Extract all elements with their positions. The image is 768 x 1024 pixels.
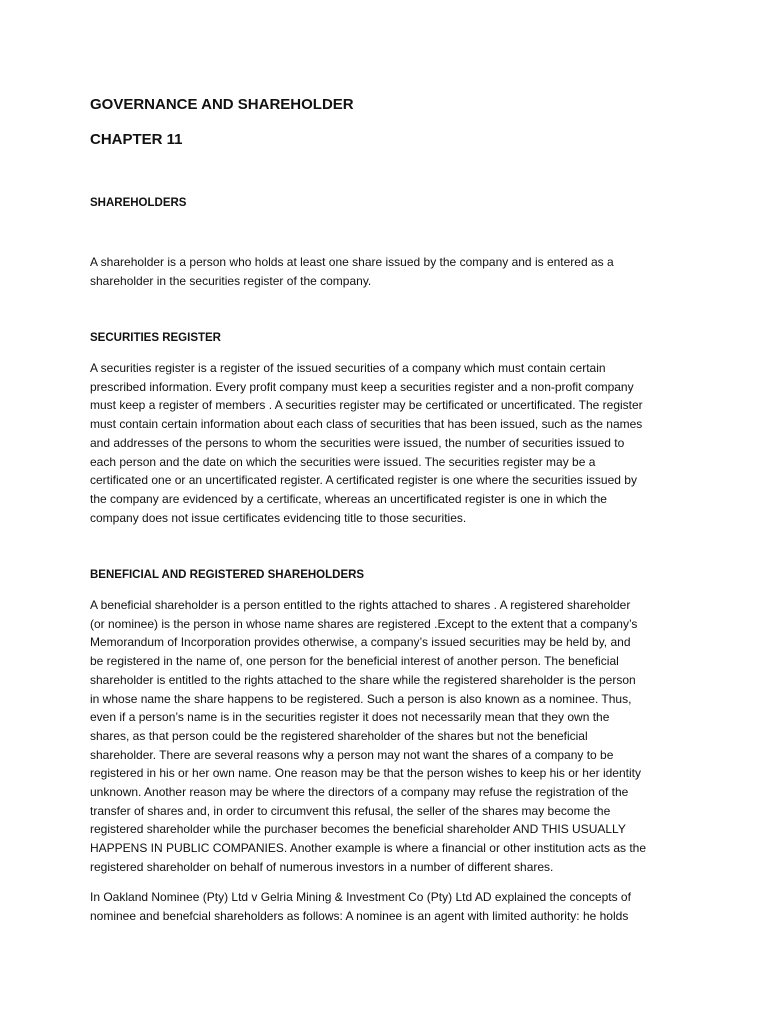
text-line: in whose name the share happens to be registered. Such a person is also known as a nominee. Thus, xyxy=(90,691,632,706)
text-line: Memorandum of Incorporation provides otherwise, a company’s issued securities may be held by, and xyxy=(90,635,631,650)
text-line: A shareholder is a person who holds at least one share issued by the company and is entered as a xyxy=(90,255,614,269)
text-line: In Oakland Nominee (Pty) Ltd v Gelria Mining & Investment Co (Pty) Ltd AD explained the concepts of xyxy=(90,890,631,904)
chapter-heading: CHAPTER 11 xyxy=(90,131,183,148)
text-line: shareholder in the securities register of the company. xyxy=(90,273,372,288)
text-line: (or nominee) is the person in whose name shares are registered .Except to the extent that a company’s xyxy=(90,616,638,631)
paragraph-beneficial-registered xyxy=(90,596,680,877)
text-line: must keep a register of members . A securities register may be certificated or uncertificated. The register xyxy=(90,398,643,413)
text-line: prescribed information. Every profit company must keep a securities register and a non-profit company xyxy=(90,379,634,394)
text-line: even if a person’s name is in the securities register it does not necessarily mean that they own the xyxy=(90,710,610,725)
text-line: nominee and benefcial shareholders as follows: A nominee is an agent with limited authority: he holds xyxy=(90,908,629,923)
section-heading-beneficial-registered: BENEFICIAL AND REGISTERED SHAREHOLDERS xyxy=(90,569,365,581)
text-line: transfer of shares and, in order to circumvent this refusal, the seller of the shares may become the xyxy=(90,803,611,818)
text-line: registered shareholder on behalf of numerous investors in a number of different shares. xyxy=(90,859,554,874)
section-heading-shareholders: SHAREHOLDERS xyxy=(90,197,187,209)
paragraph-oakland-nominee xyxy=(90,888,680,925)
text-line: A beneficial shareholder is a person entitled to the rights attached to shares . A registered shareholder xyxy=(90,598,631,612)
document-title: GOVERNANCE AND SHAREHOLDER xyxy=(90,96,354,113)
text-line: company does not issue certificates evidencing title to those securities. xyxy=(90,510,467,525)
section-heading-securities-register: SECURITIES REGISTER xyxy=(90,332,221,344)
text-line: and addresses of the persons to whom the securities were issued, the number of securities issued to xyxy=(90,435,625,450)
paragraph-securities-register xyxy=(90,359,680,527)
text-line: must contain certain information about each class of securities that has been issued, such as the names xyxy=(90,417,643,432)
text-line: registered shareholder while the purchaser becomes the beneficial shareholder AND THIS USUALLY xyxy=(90,822,626,837)
text-line: registered in his or her own name. One reason may be that the person wishes to keep his or her identity xyxy=(90,766,641,781)
text-line: certificated one or an uncertificated register. A certificated register is one where the securities issued by xyxy=(90,473,637,488)
text-line: shareholder. There are several reasons why a person may not want the shares of a company to be xyxy=(90,747,614,762)
text-line: shares, as that person could be the registered shareholder of the shares but not the beneficial xyxy=(90,728,588,743)
paragraph-shareholders xyxy=(90,253,680,290)
text-line: each person and the date on which the securities were issued. The securities register may be a xyxy=(90,454,596,469)
text-line: HAPPENS IN PUBLIC COMPANIES. Another example is where a financial or other institution acts as the xyxy=(90,841,647,856)
text-line: A securities register is a register of the issued securities of a company which must contain certain xyxy=(90,361,606,375)
text-line: be registered in the name of, one person for the beneficial interest of another person. The beneficial xyxy=(90,654,619,669)
text-line: shareholder is entitled to the rights attached to the share while the registered shareholder is the person xyxy=(90,672,636,687)
text-line: the company are evidenced by a certificate, whereas an uncertificated register is one in which the xyxy=(90,491,607,506)
text-line: unknown. Another reason may be where the directors of a company may refuse the registration of the xyxy=(90,785,629,800)
